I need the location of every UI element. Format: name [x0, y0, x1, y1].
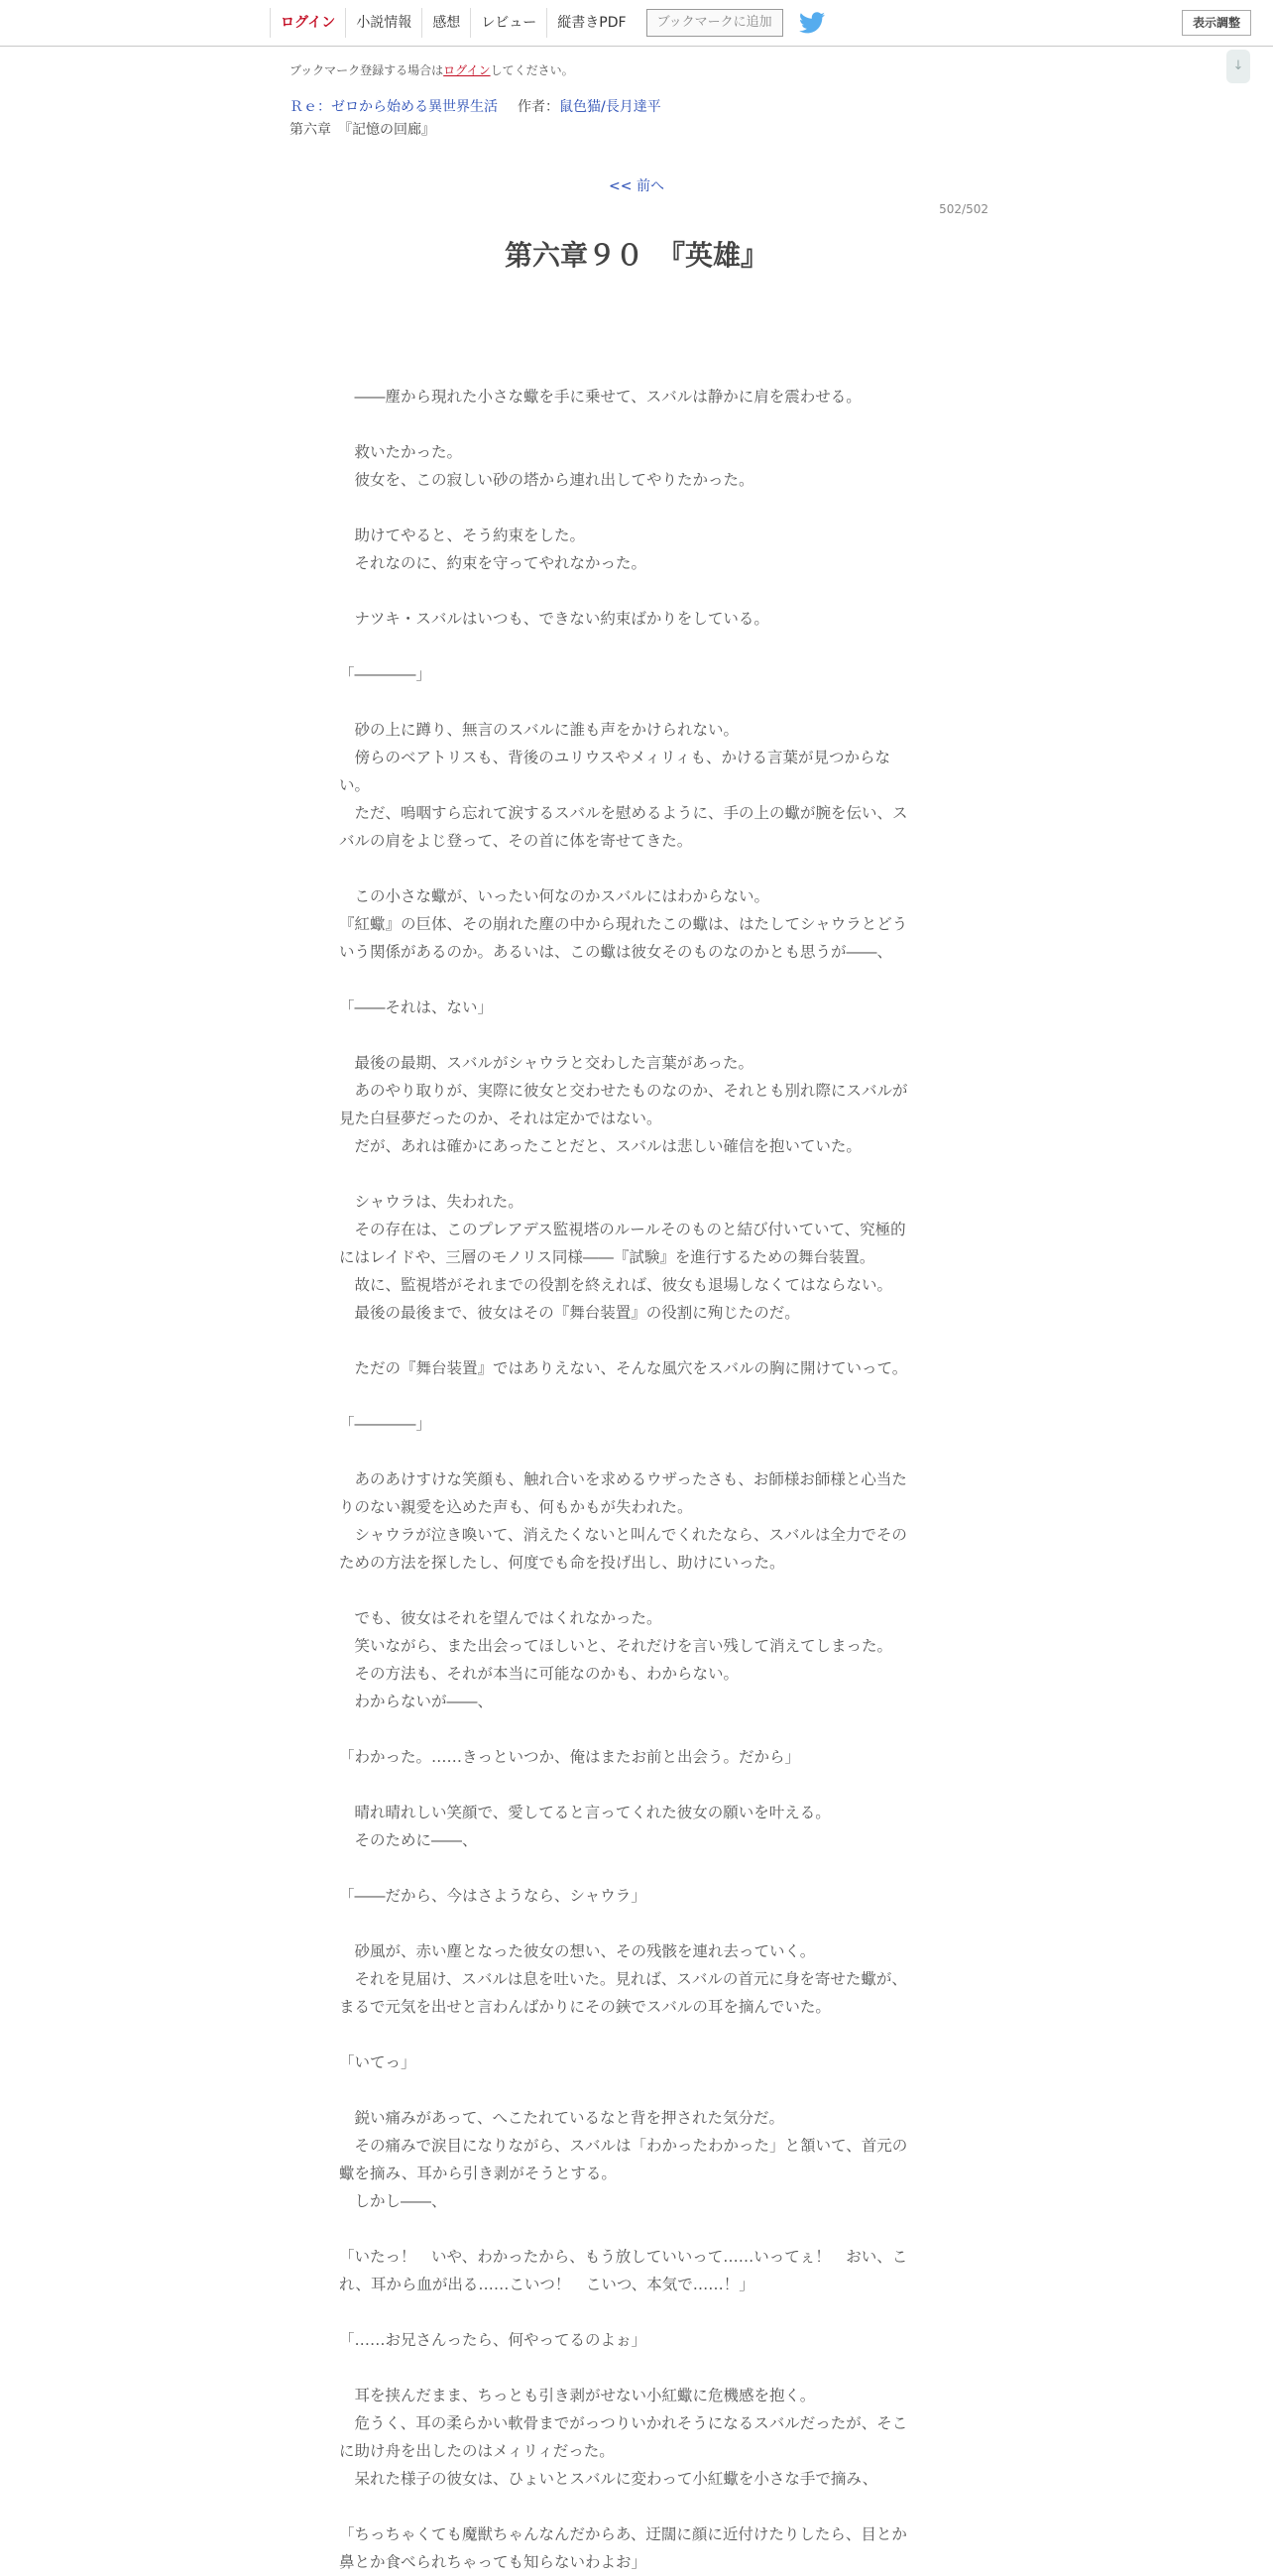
- body-line: そのために――、: [339, 1831, 478, 1849]
- body-line: その痛みで涙目になりながら、スバルは「わかったわかった」と頷いて、首元の: [339, 2137, 908, 2155]
- body-line: [339, 2354, 934, 2382]
- body-line: 「……お兄さんったら、何やってるのよぉ」: [339, 2331, 647, 2349]
- body-line: にはレイドや、三層のモノリス同様――『試験』を進行するための舞台装置。: [339, 1248, 875, 1266]
- chapter-breadcrumb: 第六章 『記憶の回廊』: [289, 122, 435, 138]
- body-line: 救いたかった。: [339, 443, 463, 461]
- nav-novel-info[interactable]: 小説情報: [345, 8, 421, 38]
- body-line: 「わかった。……きっといつか、俺はまたお前と出会う。だから」: [339, 1748, 801, 1766]
- body-line: しかし――、: [339, 2192, 447, 2210]
- body-line: [339, 1021, 934, 1049]
- body-line: 彼女を、この寂しい砂の塔から連れ出してやりたかった。: [339, 471, 754, 489]
- body-line: い。: [339, 776, 371, 794]
- body-line: その存在は、このプレアデス監視塔のルールそのものと結び付いていて、究極的: [339, 1221, 906, 1238]
- body-line: に助け舟を出したのはメィリィだった。: [339, 2442, 615, 2460]
- body-line: 「――――」: [339, 665, 432, 683]
- body-line: [339, 410, 934, 438]
- body-line: [339, 966, 934, 994]
- body-line: [339, 1910, 934, 1937]
- nav-vertical-pdf[interactable]: 縦書きPDF: [546, 8, 636, 38]
- bookmark-notice-login-link[interactable]: ログイン: [443, 63, 491, 77]
- body-line: 危うく、耳の柔らかい軟骨までがっつりいかれそうになるスバルだったが、そこ: [339, 2414, 908, 2432]
- body-line: 故に、監視塔がそれまでの役割を終えれば、彼女も退場しなくてはならない。: [339, 1276, 893, 1294]
- nav-impressions[interactable]: 感想: [421, 8, 470, 38]
- body-line: 耳を挟んだまま、ちっとも引き剥がせない小紅蠍に危機感を抱く。: [339, 2387, 816, 2404]
- body-line: まるで元気を出せと言わんばかりにその鋏でスバルの耳を摘んでいた。: [339, 1998, 831, 2016]
- body-line: 最後の最期、スバルがシャウラと交わした言葉があった。: [339, 1054, 754, 1072]
- body-line: 笑いながら、また出会ってほしいと、それだけを言い残して消えてしまった。: [339, 1637, 893, 1655]
- body-line: 最後の最後まで、彼女はその『舞台装置』の役割に殉じたのだ。: [339, 1304, 800, 1322]
- body-line: ための方法を探したし、何度でも命を投げ出し、助けにいった。: [339, 1554, 785, 1572]
- body-line: [339, 577, 934, 605]
- nav-review[interactable]: レビュー: [470, 8, 546, 38]
- chapter-title: 第六章９０ 『英雄』: [504, 239, 768, 272]
- body-line: わからないが――、: [339, 1693, 494, 1710]
- body-line: 見た白昼夢だったのか、それは定かではない。: [339, 1110, 662, 1127]
- bookmark-notice: [289, 61, 574, 78]
- body-line: 「いてっ」: [339, 2053, 416, 2071]
- nav-menu: [270, 0, 825, 46]
- body-line: それなのに、約束を守ってやれなかった。: [339, 554, 647, 572]
- scroll-down-button[interactable]: ↓: [1226, 50, 1250, 83]
- add-bookmark-button[interactable]: ブックマークに追加: [646, 9, 783, 37]
- body-line: それを見届け、スバルは息を吐いた。見れば、スバルの首元に身を寄せた蠍が、: [339, 1970, 907, 1988]
- body-line: 砂風が、赤い塵となった彼女の想い、その残骸を連れ去っていく。: [339, 1942, 816, 1960]
- body-line: [339, 2215, 934, 2243]
- twitter-icon[interactable]: [799, 12, 825, 34]
- body-line: 蠍を摘み、耳から引き剥がそうとする。: [339, 2165, 617, 2182]
- body-line: 『紅蠍』の巨体、その崩れた塵の中から現れたこの蠍は、はたしてシャウラとどう: [339, 915, 908, 933]
- author-link[interactable]: 鼠色猫/長月達平: [559, 99, 661, 115]
- body-line: 「いたっ！ いや、わかったから、もう放していいって……いってぇ！ おい、こ: [339, 2248, 908, 2266]
- body-line: [339, 1771, 934, 1799]
- body-line: [339, 855, 934, 882]
- nav-login[interactable]: ログイン: [270, 8, 345, 38]
- body-line: ただ、嗚咽すら忘れて涙するスバルを慰めるように、手の上の蠍が腕を伝い、ス: [339, 804, 908, 822]
- body-line: [339, 1854, 934, 1882]
- novel-title-link[interactable]: Ｒｅ：ゼロから始める異世界生活: [289, 99, 498, 115]
- body-line: [339, 2021, 934, 2049]
- body-line: 助けてやると、そう約束をした。: [339, 527, 586, 544]
- body-line: だが、あれは確かにあったことだと、スバルは悲しい確信を抱いていた。: [339, 1137, 862, 1155]
- body-line: 砂の上に蹲り、無言のスバルに誰も声をかけられない。: [339, 721, 740, 739]
- body-line: でも、彼女はそれを望んではくれなかった。: [339, 1609, 662, 1627]
- display-settings-button[interactable]: 表示調整: [1182, 10, 1251, 36]
- page-count: 502/502: [939, 202, 988, 216]
- body-line: [339, 1438, 934, 1465]
- body-line: 「――それは、ない」: [339, 998, 494, 1016]
- body-line: シャウラが泣き喚いて、消えたくないと叫んでくれたなら、スバルは全力でその: [339, 1526, 907, 1544]
- body-line: ただの『舞台装置』ではありえない、そんな風穴をスバルの胸に開けていって。: [339, 1359, 908, 1377]
- body-line: [339, 1382, 934, 1410]
- body-line: 鼻とか食べられちゃっても知らないわよお」: [339, 2553, 647, 2571]
- body-line: [339, 1577, 934, 1604]
- body-line: ――塵から現れた小さな蠍を手に乗せて、スバルは静かに肩を震わせる。: [339, 388, 862, 406]
- body-line: あのあけすけな笑顔も、触れ合いを求めるウザったさも、お師様お師様と心当た: [339, 1470, 907, 1488]
- body-line: 呆れた様子の彼女は、ひょいとスバルに変わって小紅蠍を小さな手で摘み、: [339, 2470, 878, 2488]
- body-line: [339, 355, 934, 383]
- body-line: [339, 1715, 934, 1743]
- body-line: [339, 633, 934, 660]
- body-line: 「――だから、今はさようなら、シャウラ」: [339, 1887, 646, 1905]
- body-line: 鋭い痛みがあって、へこたれているなと背を押された気分だ。: [339, 2109, 785, 2127]
- body-line: 傍らのベアトリスも、背後のユリウスやメィリィも、かける言葉が見つからな: [339, 749, 890, 766]
- bookmark-notice-after: してください。: [490, 63, 574, 77]
- body-line: いう関係があるのか。あるいは、この蠍は彼女そのものなのかとも思うが――、: [339, 943, 893, 961]
- body-line: [339, 2493, 934, 2520]
- body-line: りのない親愛を込めた声も、何もかもが失われた。: [339, 1498, 693, 1516]
- body-line: [339, 494, 934, 522]
- chapter-body: [339, 355, 934, 2576]
- author-label: 作者：: [518, 99, 559, 115]
- body-line: 「ちっちゃくても魔獣ちゃんなんだからあ、迂闊に顔に近付けたりしたら、目とか: [339, 2525, 907, 2543]
- top-navigation: [0, 0, 1273, 47]
- body-line: [339, 688, 934, 716]
- body-line: 晴れ晴れしい笑顔で、愛してると言ってくれた彼女の願いを叶える。: [339, 1804, 831, 1821]
- body-line: [339, 2076, 934, 2104]
- body-line: [339, 1327, 934, 1354]
- prev-page-link[interactable]: << 前へ: [609, 178, 664, 194]
- body-line: シャウラは、失われた。: [339, 1193, 523, 1211]
- body-line: バルの肩をよじ登って、その首に体を寄せてきた。: [339, 832, 693, 850]
- body-line: 「――――」: [339, 1415, 432, 1433]
- body-line: [339, 1160, 934, 1188]
- body-line: れ、耳から血が出る……こいつ！ こいつ、本気で……！」: [339, 2276, 754, 2293]
- bookmark-notice-before: ブックマーク登録する場合は: [289, 63, 444, 77]
- body-line: その方法も、それが本当に可能なのかも、わからない。: [339, 1665, 740, 1683]
- body-line: ナツキ・スバルはいつも、できない約束ばかりをしている。: [339, 610, 769, 628]
- body-line: [339, 2298, 934, 2326]
- body-line: この小さな蠍が、いったい何なのかスバルにはわからない。: [339, 887, 770, 905]
- novel-header: [289, 96, 661, 116]
- body-line: あのやり取りが、実際に彼女と交わせたものなのか、それとも別れ際にスバルが: [339, 1082, 908, 1100]
